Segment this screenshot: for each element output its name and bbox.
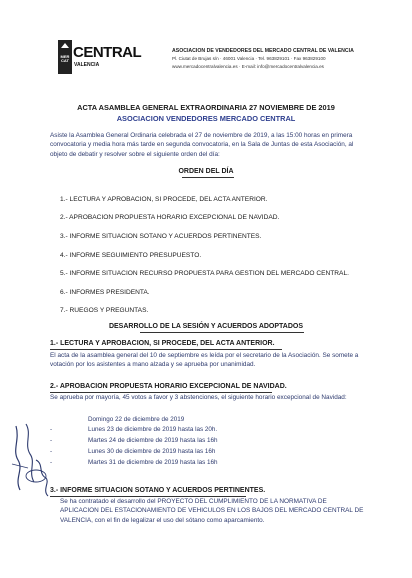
orden-item-5: 5.- INFORME SITUACION RECURSO PROPUESTA PARA GESTION DEL MERCADO CENTRAL. (60, 270, 349, 277)
logo-sub-text: VALENCIA (74, 62, 100, 68)
orden-item-6: 6.- INFORMES PRESIDENTA. (60, 289, 150, 296)
margin-signature-icon (6, 420, 54, 500)
orden-underline (182, 177, 234, 178)
orden-item-4: 4.- INFORME SEGUIMIENTO PRESUPUESTO. (60, 252, 202, 259)
intro-paragraph: Asiste la Asamblea General Ordinaria celebrada el 27 de noviembre de 2019, a las 15:00 horas en primera convocatoria y media hora más tarde en segunda convocatoria, en la Sala de Juntas de esta Asociación, al objeto de debatir y resolver sobre el siguiente orden del día: (50, 132, 354, 158)
orden-item-3: 3.- INFORME SITUACION SOTANO Y ACUERDOS PERTINENTES. (60, 233, 262, 240)
dash-3: - (50, 437, 53, 444)
logo-side-text: MER CAT (58, 54, 72, 64)
heading-2: 2.- APROBACION PROPUESTA HORARIO EXCEPCIONAL DE NAVIDAD. (50, 383, 287, 390)
schedule-item-2: Lunes 23 de diciembre de 2019 hasta las 20h. (88, 426, 218, 433)
dash-5: - (50, 459, 53, 466)
logo-main-text: CENTRAL (73, 44, 142, 61)
org-address: Pl. Ciutat de Brujas s/n · 46001 Valencia · Tel. 963829101 · Fax 963829100 (172, 56, 326, 61)
dash-2: - (50, 426, 53, 433)
orden-title: ORDEN DEL DÍA (178, 168, 234, 175)
schedule-item-3: Martes 24 de diciembre de 2019 hasta las 16h (88, 437, 218, 444)
orden-item-2: 2.- APROBACION PROPUESTA HORARIO EXCEPCIONAL DE NAVIDAD. (60, 214, 280, 221)
paragraph-1: El acta de la asamblea general del 10 de septiembre es leída por el secretario de la Asociación. Se somete a votación por los asistentes a mano alzada y se aprueba por unanimidad. (50, 352, 359, 369)
schedule-item-5: Martes 31 de diciembre de 2019 hasta las 16h (88, 459, 218, 466)
heading-1: 1.- LECTURA Y APROBACION, SI PROCEDE, DEL ACTA ANTERIOR. (50, 340, 275, 347)
heading-3: 3.- INFORME SITUACION SOTANO Y ACUERDOS PERTINENTES. (50, 487, 266, 494)
logo (58, 38, 142, 78)
dash-4: - (50, 448, 53, 455)
paragraph-2: Se aprueba por mayoría, 45 votos a favor y 3 abstenciones, el siguiente horario excepcional de Navidad: (50, 394, 347, 401)
schedule-item-1: Domingo 22 de diciembre de 2019 (88, 416, 185, 423)
org-web: www.mercadocentralvalencia.es · E-mail: info@mercadocentralvalencia.es (172, 64, 324, 69)
orden-item-1: 1.- LECTURA Y APROBACION, SI PROCEDE, DEL ACTA ANTERIOR. (60, 196, 268, 203)
document-subtitle: ASOCIACION VENDEDORES MERCADO CENTRAL (116, 114, 296, 123)
section-title: DESARROLLO DE LA SESIÓN Y ACUERDOS ADOPTADOS (108, 323, 304, 330)
section-underline (140, 332, 304, 333)
orden-item-7: 7.- RUEGOS Y PREGUNTAS. (60, 307, 149, 314)
document-title: ACTA ASAMBLEA GENERAL EXTRAORDINARIA 27 NOVIEMBRE DE 2019 (77, 103, 335, 112)
schedule-item-4: Lunes 30 de diciembre de 2019 hasta las 16h (88, 448, 216, 455)
heading-1-underline (50, 349, 282, 350)
paragraph-3: Se ha contratado el desarrollo del PROYECTO DEL CUMPLIMIENTO DE LA NORMATIVA DE APLICACION DEL ESTACIONAMIENTO DE VEHICULOS EN LOS BAJOS DEL MERCADO CENTRAL DE VALENCIA, con el fin de legalizar el uso del sótano como aparcamiento. (60, 498, 364, 524)
org-name: ASOCIACION DE VENDEDORES DEL MERCADO CENTRAL DE VALENCIA (172, 48, 354, 54)
